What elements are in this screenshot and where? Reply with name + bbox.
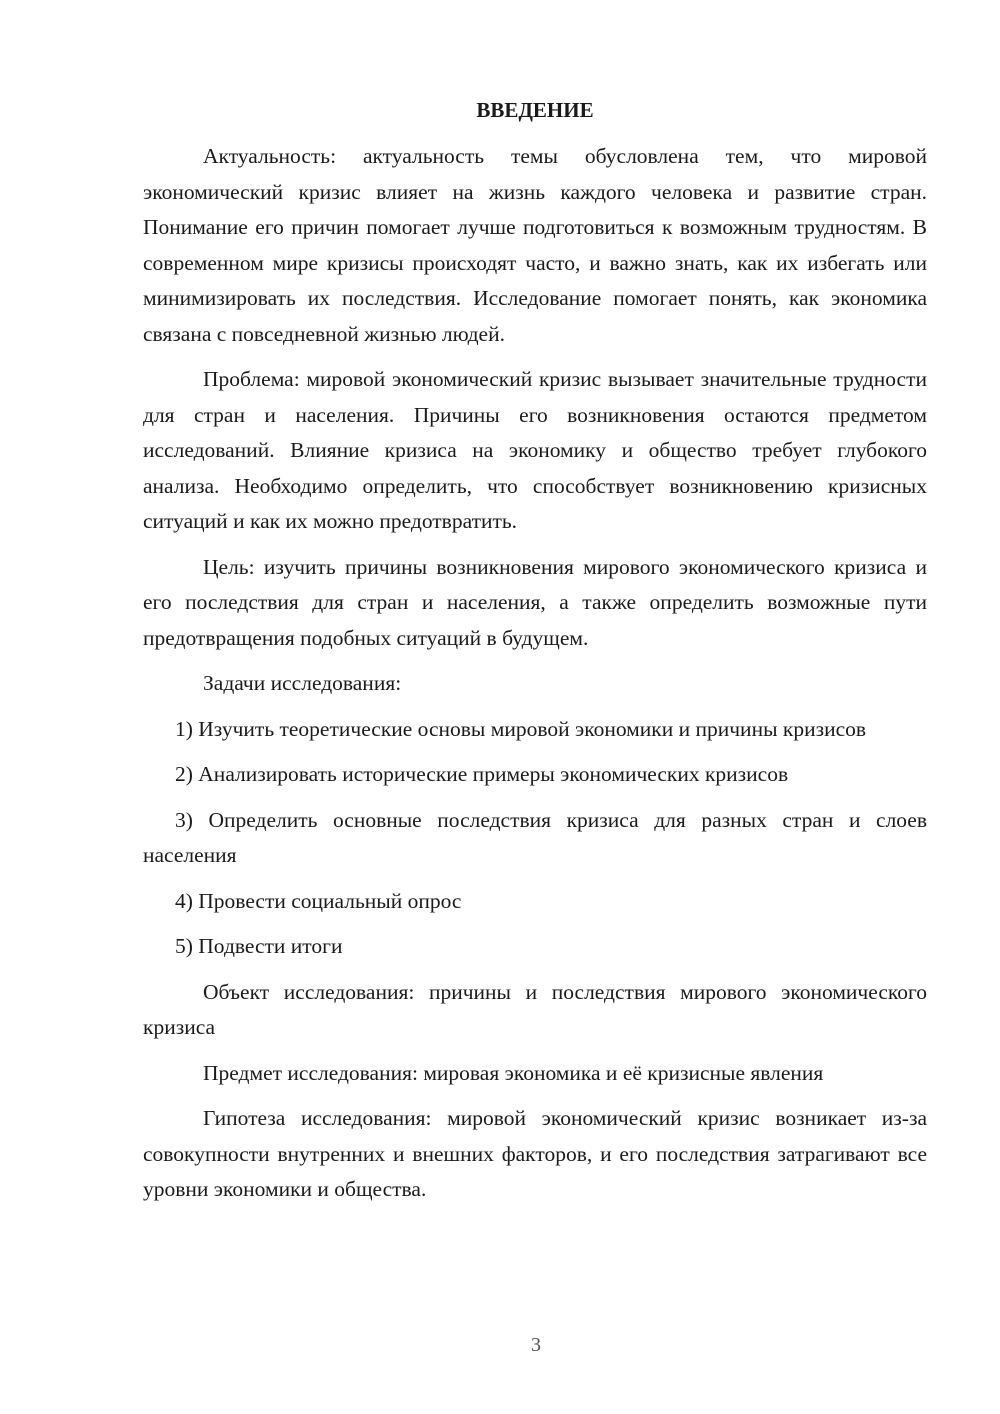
relevance-paragraph: Актуальность: актуальность темы обусловлена тем, что мировой экономический кризис влияет на жизнь каждого человека и развитие стран. Понимание его причин помогает лучше подготовиться к возможным трудностям. В современном мире кризисы происходят часто, и важно знать, как их избегать или минимизировать их последствия. Исследование помогает понять, как экономика связана с повседневной жизнью людей. [143, 144, 927, 346]
page-number: 3 [531, 1334, 541, 1356]
hypothesis-paragraph: Гипотеза исследования: мировой экономический кризис возникает из-за совокупности внутренних и внешних факторов, и его последствия затрагивают все уровни экономики и общества. [143, 1106, 927, 1201]
task-item: 5) Подвести итоги [175, 934, 343, 958]
task-item: 2) Анализировать исторические примеры экономических кризисов [175, 762, 789, 786]
tasks-heading: Задачи исследования: [203, 671, 402, 695]
task-item: 3) Определить основные последствия кризиса для разных стран и слоев населения [143, 807, 927, 867]
object-paragraph: Объект исследования: причины и последствия мирового экономического кризиса [143, 979, 927, 1039]
problem-paragraph: Проблема: мировой экономический кризис вызывает значительные трудности для стран и населения. Причины его возникновения остаются предметом исследований. Влияние кризиса на экономику и общество требует глубокого анализа. Необходимо определить, что способствует возникновению кризисных ситуаций и как их можно предотвратить. [143, 367, 927, 533]
goal-paragraph: Цель: изучить причины возникновения мирового экономического кризиса и его последствия для стран и населения, а также определить возможные пути предотвращения подобных ситуаций в будущем. [143, 554, 927, 650]
subject-paragraph: Предмет исследования: мировая экономика и её кризисные явления [203, 1060, 824, 1085]
task-item: 1) Изучить теоретические основы мировой экономики и причины кризисов [175, 716, 867, 741]
task-item: 4) Провести социальный опрос [175, 888, 462, 913]
section-title: ВВЕДЕНИЕ [476, 98, 594, 122]
page-body [143, 93, 927, 1218]
